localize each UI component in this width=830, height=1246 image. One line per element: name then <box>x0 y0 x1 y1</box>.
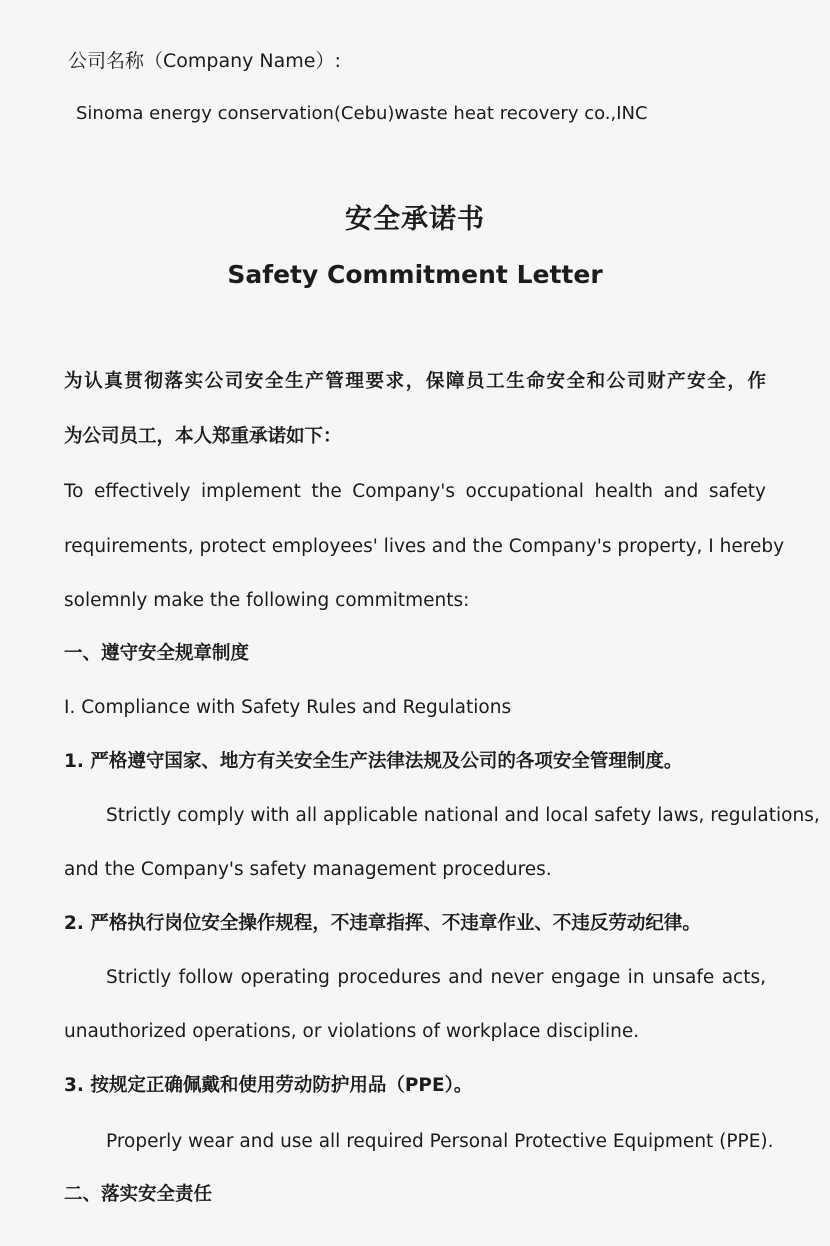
item-1-en-line-2: and the Company's safety management procedures. <box>64 859 552 880</box>
intro-en-line-1: To effectively implement the Company's occupational health and safety <box>64 481 766 502</box>
document-title-zh: 安全承诺书 <box>345 204 485 235</box>
intro-en-line-3: solemnly make the following commitments: <box>64 590 470 611</box>
item-1-zh: 1. 严格遵守国家、地方有关安全生产法律法规及公司的各项安全管理制度。 <box>64 751 683 772</box>
company-name-value: Sinoma energy conservation(Cebu)waste heat recovery co.,INC <box>76 103 648 124</box>
section-2-heading-zh: 二、落实安全责任 <box>64 1184 213 1205</box>
item-3-zh: 3. 按规定正确佩戴和使用劳动防护用品（PPE）。 <box>64 1075 473 1096</box>
company-name-label: 公司名称（Company Name）: <box>68 50 341 72</box>
section-1-heading-zh: 一、遵守安全规章制度 <box>64 643 250 664</box>
item-2-en-line-1: Strictly follow operating procedures and never engage in unsafe acts, <box>106 967 766 988</box>
intro-en-line-2: requirements, protect employees' lives and the Company's property, I hereby <box>64 536 785 557</box>
section-1-heading-en: I. Compliance with Safety Rules and Regulations <box>64 697 512 718</box>
item-2-en-line-2: unauthorized operations, or violations of workplace discipline. <box>64 1021 640 1042</box>
item-3-en: Properly wear and use all required Personal Protective Equipment (PPE). <box>106 1131 774 1152</box>
intro-zh-line-2: 为公司员工，本人郑重承诺如下： <box>64 426 342 447</box>
document-title-en: Safety Commitment Letter <box>227 260 603 289</box>
intro-zh-line-1: 为认真贯彻落实公司安全生产管理要求，保障员工生命安全和公司财产安全，作 <box>64 371 766 392</box>
item-2-zh: 2. 严格执行岗位安全操作规程，不违章指挥、不违章作业、不违反劳动纪律。 <box>64 913 701 934</box>
item-1-en-line-1: Strictly comply with all applicable national and local safety laws, regulations, <box>106 805 820 826</box>
